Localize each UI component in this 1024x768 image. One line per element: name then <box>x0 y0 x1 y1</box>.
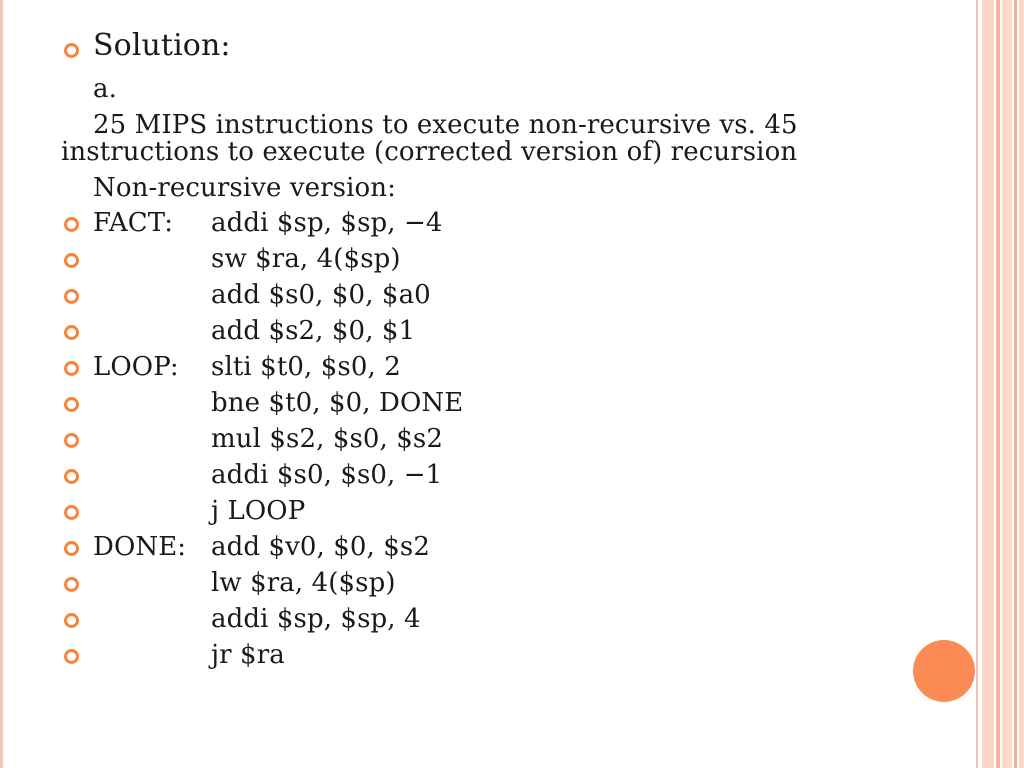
code-instruction: lw $ra, 4($sp) <box>211 568 396 598</box>
part-label: a. <box>93 74 117 104</box>
paragraph-line-1: 25 MIPS instructions to execute non-recursive vs. 45 <box>93 110 798 140</box>
bullet-icon <box>64 649 79 664</box>
code-line <box>93 315 415 347</box>
code-instruction: add $s2, $0, $1 <box>211 316 416 346</box>
code-line <box>93 387 463 419</box>
code-line <box>93 423 443 455</box>
bullet-icon <box>64 325 79 340</box>
right-stripe <box>1002 0 1012 768</box>
paragraph-line-2: instructions to execute (corrected version of) recursion <box>61 137 798 167</box>
bullet-icon <box>64 613 79 628</box>
code-line <box>93 351 401 383</box>
code-instruction: add $v0, $0, $s2 <box>211 532 430 562</box>
right-stripe <box>1014 0 1017 768</box>
right-stripe <box>996 0 1000 768</box>
code-instruction: add $s0, $0, $a0 <box>211 280 431 310</box>
code-line <box>93 567 396 599</box>
bullet-icon <box>64 217 79 232</box>
code-line <box>93 531 430 563</box>
code-line <box>93 459 442 491</box>
bullet-icon <box>64 505 79 520</box>
code-line <box>93 279 431 311</box>
bullet-icon <box>64 397 79 412</box>
bullet-icon <box>64 469 79 484</box>
code-instruction: bne $t0, $0, DONE <box>211 388 464 418</box>
code-instruction: sw $ra, 4($sp) <box>211 244 401 274</box>
slide-title: Solution: <box>93 28 231 63</box>
bullet-icon <box>64 541 79 556</box>
bullet-icon <box>64 289 79 304</box>
bullet-icon <box>64 577 79 592</box>
bullet-icon <box>64 361 79 376</box>
right-stripe <box>976 0 978 768</box>
code-label: LOOP: <box>93 352 179 382</box>
code-line <box>93 207 443 239</box>
code-label: DONE: <box>93 532 187 562</box>
code-instruction: j LOOP <box>211 496 306 526</box>
code-instruction: jr $ra <box>211 640 285 670</box>
code-line <box>93 639 285 671</box>
code-instruction: addi $sp, $sp, −4 <box>211 208 443 238</box>
code-instruction: slti $t0, $s0, 2 <box>211 352 401 382</box>
code-label: FACT: <box>93 208 174 238</box>
code-instruction: mul $s2, $s0, $s2 <box>211 424 444 454</box>
subheading: Non-recursive version: <box>93 173 397 203</box>
code-instruction: addi $s0, $s0, −1 <box>211 460 443 490</box>
right-stripe <box>982 0 994 768</box>
bullet-icon <box>64 253 79 268</box>
bullet-icon <box>64 43 79 58</box>
code-line <box>93 243 401 275</box>
code-line <box>93 495 305 527</box>
right-stripe <box>1019 0 1024 768</box>
bullet-icon <box>64 433 79 448</box>
code-instruction: addi $sp, $sp, 4 <box>211 604 421 634</box>
code-line <box>93 603 421 635</box>
